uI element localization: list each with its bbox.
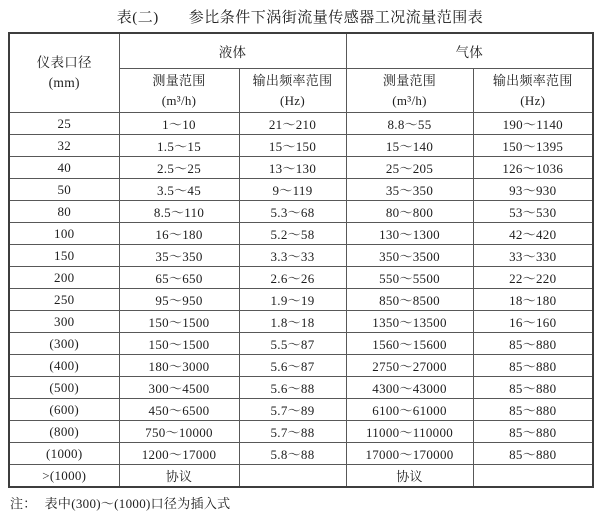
table-row	[9, 289, 593, 311]
table-row	[9, 113, 593, 135]
table-row	[9, 333, 593, 355]
value-cell: 2.5～25	[119, 157, 239, 179]
value-cell: 16～180	[119, 223, 239, 245]
value-cell: 85～880	[473, 377, 593, 399]
table-row	[9, 223, 593, 245]
table-row	[9, 135, 593, 157]
diameter-cell: 32	[9, 135, 119, 157]
value-cell: 18～180	[473, 289, 593, 311]
flow-range-table	[8, 32, 594, 488]
diameter-cell: 200	[9, 267, 119, 289]
header-row-groups	[9, 33, 593, 69]
value-cell: 42～420	[473, 223, 593, 245]
value-cell: 1200～17000	[119, 443, 239, 465]
diameter-cell: 40	[9, 157, 119, 179]
table-row	[9, 201, 593, 223]
diameter-cell: 300	[9, 311, 119, 333]
value-cell: 5.7～89	[239, 399, 346, 421]
value-cell: 53～530	[473, 201, 593, 223]
value-cell: 85～880	[473, 421, 593, 443]
table-row	[9, 355, 593, 377]
diameter-cell: (300)	[9, 333, 119, 355]
value-cell: 9～119	[239, 179, 346, 201]
value-cell: 1.8～18	[239, 311, 346, 333]
diameter-cell: >(1000)	[9, 465, 119, 488]
value-cell: 8.5～110	[119, 201, 239, 223]
value-cell: 15～140	[346, 135, 473, 157]
value-cell: 5.2～58	[239, 223, 346, 245]
diameter-cell: 25	[9, 113, 119, 135]
value-cell: 15～150	[239, 135, 346, 157]
value-cell: 5.7～88	[239, 421, 346, 443]
table-row	[9, 443, 593, 465]
table-row	[9, 377, 593, 399]
diameter-cell: (800)	[9, 421, 119, 443]
value-cell: 450～6500	[119, 399, 239, 421]
table-row	[9, 399, 593, 421]
value-cell: 协议	[119, 465, 239, 488]
value-cell: 13～130	[239, 157, 346, 179]
value-cell: 11000～110000	[346, 421, 473, 443]
value-cell: 2.6～26	[239, 267, 346, 289]
value-cell: 93～930	[473, 179, 593, 201]
value-cell: 5.3～68	[239, 201, 346, 223]
diameter-cell: 50	[9, 179, 119, 201]
value-cell: 1560～15600	[346, 333, 473, 355]
value-cell: 150～1395	[473, 135, 593, 157]
value-cell: 8.8～55	[346, 113, 473, 135]
value-cell: 17000～170000	[346, 443, 473, 465]
value-cell: 5.6～87	[239, 355, 346, 377]
value-cell: 1～10	[119, 113, 239, 135]
value-cell: 180～3000	[119, 355, 239, 377]
table-row	[9, 421, 593, 443]
value-cell: 协议	[346, 465, 473, 488]
value-cell	[473, 465, 593, 488]
group-header-liquid: 液体	[119, 33, 346, 69]
value-cell: 150～1500	[119, 333, 239, 355]
value-cell: 85～880	[473, 443, 593, 465]
table-number: 表(二)	[116, 10, 159, 26]
value-cell: 95～950	[119, 289, 239, 311]
value-cell: 85～880	[473, 333, 593, 355]
group-header-gas: 气体	[346, 33, 593, 69]
value-cell: 22～220	[473, 267, 593, 289]
diameter-cell: 80	[9, 201, 119, 223]
subheader-gas-range: 测量范围 (m³/h)	[346, 69, 473, 113]
value-cell: 6100～61000	[346, 399, 473, 421]
table-row	[9, 267, 593, 289]
diameter-cell: 250	[9, 289, 119, 311]
value-cell: 33～330	[473, 245, 593, 267]
table-row	[9, 245, 593, 267]
value-cell: 65～650	[119, 267, 239, 289]
value-cell: 16～160	[473, 311, 593, 333]
value-cell: 750～10000	[119, 421, 239, 443]
diameter-header-label: 仪表口径	[36, 54, 92, 70]
footnote-text: 表中(300)～(1000)口径为插入式	[44, 496, 231, 511]
subheader-liquid-range: 测量范围 (m³/h)	[119, 69, 239, 113]
value-cell: 3.3～33	[239, 245, 346, 267]
value-cell: 4300～43000	[346, 377, 473, 399]
diameter-cell: 150	[9, 245, 119, 267]
value-cell: 130～1300	[346, 223, 473, 245]
value-cell: 80～800	[346, 201, 473, 223]
value-cell: 1350～13500	[346, 311, 473, 333]
value-cell: 25～205	[346, 157, 473, 179]
footnote	[10, 493, 600, 512]
footnote-label: 注：	[10, 496, 37, 511]
value-cell: 21～210	[239, 113, 346, 135]
diameter-cell: (400)	[9, 355, 119, 377]
value-cell: 300～4500	[119, 377, 239, 399]
value-cell: 85～880	[473, 355, 593, 377]
table-title	[0, 0, 600, 30]
col-header-diameter	[9, 33, 119, 113]
value-cell: 850～8500	[346, 289, 473, 311]
table-row	[9, 311, 593, 333]
value-cell: 35～350	[119, 245, 239, 267]
value-cell: 1.5～15	[119, 135, 239, 157]
value-cell	[239, 465, 346, 488]
table-row	[9, 179, 593, 201]
diameter-cell: (500)	[9, 377, 119, 399]
value-cell: 190～1140	[473, 113, 593, 135]
value-cell: 5.5～87	[239, 333, 346, 355]
subheader-liquid-frequency: 输出频率范围 (Hz)	[239, 69, 346, 113]
subheader-gas-frequency: 输出频率范围 (Hz)	[473, 69, 593, 113]
value-cell: 35～350	[346, 179, 473, 201]
table-title-text: 参比条件下涡街流量传感器工况流量范围表	[188, 10, 484, 26]
table-row	[9, 465, 593, 488]
diameter-cell: (600)	[9, 399, 119, 421]
value-cell: 85～880	[473, 399, 593, 421]
value-cell: 1.9～19	[239, 289, 346, 311]
value-cell: 5.8～88	[239, 443, 346, 465]
value-cell: 550～5500	[346, 267, 473, 289]
table-row	[9, 157, 593, 179]
value-cell: 150～1500	[119, 311, 239, 333]
value-cell: 2750～27000	[346, 355, 473, 377]
diameter-cell: 100	[9, 223, 119, 245]
diameter-header-unit: (mm)	[48, 75, 80, 90]
value-cell: 3.5～45	[119, 179, 239, 201]
diameter-cell: (1000)	[9, 443, 119, 465]
value-cell: 126～1036	[473, 157, 593, 179]
value-cell: 5.6～88	[239, 377, 346, 399]
value-cell: 350～3500	[346, 245, 473, 267]
